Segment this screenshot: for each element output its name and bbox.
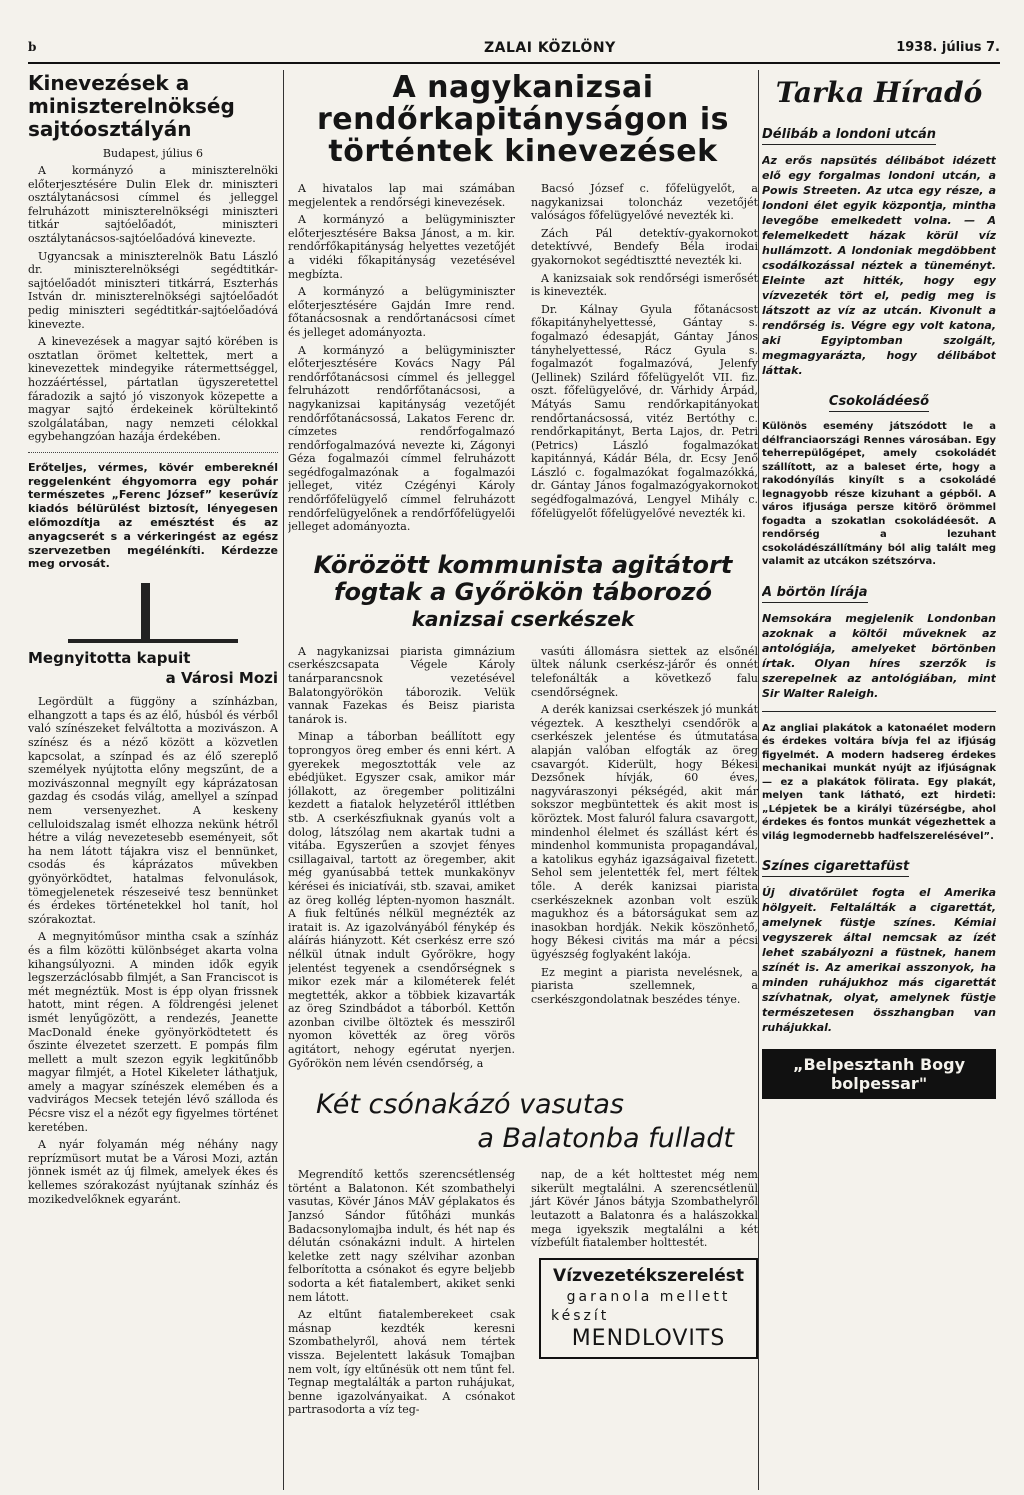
headline-mozi-1: Megnyitotta kapuit xyxy=(28,649,191,668)
left-column xyxy=(28,72,278,1492)
item-text: Különös esemény játszódott le a délfranciaországi Rennes városában. Egy teherrepülőgépet, amely csokoládét szállított, az a baleset érte, hogy a rakodónyílás kinyílt s a csokoládé legnagyobb része kizuhant a gépből. A város ifjusága persze kitörő örömmel fogadta a szokatlan csokoládéesőt. A rendőrség a lezuhant csokoládészállítmány ból alig talált meg valamit az utcákon szétszórva. xyxy=(762,421,996,567)
masthead xyxy=(28,40,1000,64)
article-paragraph: A kormányzó a belügyminiszter előterjesztésére Baksa Jánost, a m. kir. rendőrfőkapitányság helyettes vezetőjét a vidéki főkapitányság vezetésével megbízta. xyxy=(288,213,515,281)
item-text: Az erős napsütés délibábot idézett elő egy forgalmas londoni utcán, a Powis Streeten. Az utca egy része, a londoni élet egyik központja, mintha levegőbe emelkedett volna. — A felemelkedett házak körül víz hullámzott. A londoniak megdöbbent csodálkozással néztek a tüneményt. Eleinte azt hitték, hogy egy vízvezeték tört el, pedig meg is látszott az víz az utcán. Kivonult a rendőrség is. Végre egy volt katona, aki Egyiptomban szolgált, megmagyarázta, hogy délibábot láttak. xyxy=(762,154,996,377)
article-paragraph: A hivatalos lap mai számában megjelentek a rendőrségi kinevezések. xyxy=(288,182,515,209)
section-title-tarka-hirado: Tarka Híradó xyxy=(775,76,983,109)
dateline: Budapest, július 6 xyxy=(102,147,204,160)
article-paragraph: Ez megint a piarista nevelésnek, a piarista szellemnek, a cserkészgondolatnak beszédes ténye. xyxy=(531,965,758,1006)
center-columns xyxy=(288,72,758,1421)
article-paragraph: A kormányzó a belügyminiszter előterjesztésére Kovács Nagy Pál rendőrfőtanácsosi címmel és jelleggel felruházott rendőrfőtanácsosi, a nagykanizsai kapitányság vezetőjét rendőrfőtanácsossá, Lakatos Ferenc dr. címzetes rendőrfogalmazó rendőrfogalmazóvá nevezte ki, Zágonyi Géza fogalmazói címmel felruházott segédfogalmazónak a fogalmazói jelleget, vitéz Czégényi Károly rendőrfőfelügyelő címmel felruházott rendőrfelügyelőnek a rendőrfőfelügyelői jelleget adományozta. xyxy=(288,343,515,534)
ornament-graphic xyxy=(28,583,278,643)
item-text: Az angliai plakátok a katonaélet modern és érdekes voltára bívja fel az ifjúság figyelmét. A modern hadsereg érdekes mechanikai munkát nyújt az ifjúságnak — ez a plakátok fölirata. Egy plakát, melyen tank látható, ezt hirdeti: „Lépjetek be a királyi tüzérségbe, ahol érdekes és fontos munkát végezhettek a világ legmodernebb hadfelszerelésével”. xyxy=(762,722,996,842)
headline-kommunista: Körözött kommunista agitátort fogtak a Győrökön táborozó kanizsai cserkészek xyxy=(313,550,733,631)
article-paragraph: A kanizsaiak sok rendőrségi ismerősét is kinevezték. xyxy=(531,271,758,299)
subsection-title: Színes cigarettafüst xyxy=(762,859,909,877)
item-text: Nemsokára megjelenik Londonban azoknak a költői műveknek az antológiája, amelyeket börtönben írtak. Olyan híres szerzők is szerepelnek az antológiában, mint Sir Walter Raleigh. xyxy=(762,611,996,700)
divider xyxy=(762,711,996,712)
article-paragraph: nap, de a két holttestet még nem sikerült megtalálni. A szerencsétlenül járt Kövér János bátyja Szombathelyről leutazott a Balatonra és a halászokkal mega igyekszik megtalálni a két vízbefúlt fiatalember holttestét. xyxy=(531,1168,758,1250)
article-paragraph: A kormányzó a belügyminiszter előterjesztésére Gajdán Imre rend. főtanácsosnak a rendőrtanácsosi címet és jelleget adományozta. xyxy=(288,285,515,339)
issue-date: 1938. július 7. xyxy=(896,40,1000,55)
headline-mozi-2: a Városi Mozi xyxy=(165,669,278,688)
divider xyxy=(28,452,278,453)
bottom-banner: „Belpesztanh Bogy bolpessar" xyxy=(762,1049,996,1099)
article-paragraph: A nyár folyamán még néhány nagy reprízmüsort mutat be a Városi Mozi, aztán jönnek ismét az új filmek, amelyek ékes és kellemes szórakozást nyújtanak színház és mozikedvelőknek egyaránt. xyxy=(28,1138,278,1206)
article-paragraph: Az eltűnt fiatalemberekeet csak másnap kezdték keresni Szombathelyről, ahová nem tértek vissza. Bejelentett lakásuk Tomajban nem volt, így eltűnésük ott nem tűnt fel. Tegnap megtalálták a parton ruhájukat, benne igazolványaikat. A csónakot partrasodorta a víz teg- xyxy=(288,1308,515,1417)
headline-kinevezesek: Kinevezések a miniszterelnökség sajtóosztályán xyxy=(28,72,235,141)
article-paragraph: Bacsó József c. főfelügyelőt, a nagykanizsai toloncház vezetőjét valóságos főfelügyelővé nevezték ki. xyxy=(531,182,758,223)
article-paragraph: Ugyancsak a miniszterelnök Batu László dr. miniszterelnökségi segédtitkár-sajtóelőadót miniszteri titkárrá, Eszterhás István dr. miniszterelnökségi sajtóelőadót pedig miniszteri segédtitkár-sajtóelőadóvá kinevezte. xyxy=(28,249,278,331)
ad-ferenc-jozsef: Erőteljes, vérmes, kövér embereknél reggelenként éhgyomorra egy pohár természetes „Ferenc József” keserűvíz kiadós bélürülést biztosít, lényegesen előmozdítja az emésztést és az anyagcserét s a vérkeringést az egész szervezetben megélénkíti. Kérdezze meg orvosát. xyxy=(28,460,278,571)
article-paragraph: A kinevezések a magyar sajtó körében is osztatlan örömet keltettek, mert a kinevezettek mindegyike rátermettséggel, hozzáértéssel, pártatlan ügyszeretettel fáradozik a sajtó jó viszonyok közepette a magyar sajtó érdekeinek körültekintő szolgálatában, nagy nemzeti célokkal egybehangzóan hazája érdekében. xyxy=(28,335,278,444)
article-paragraph: A derék kanizsai cserkészek jó munkát végeztek. A keszthelyi csendőrök a cserkészek jelentése és útmutatása alapján valóban elfogták az öreg csavargót. Kiderült, hogy Békesi Dezsőnek hívják, 60 éves, nagyváraszonyi pékségéd, akit már sokszor megbüntettek és akit most is köröztek. Most faluról falura csavargott, mindenhol élelmet és szállást kért és mindenhol kommunista propagandával, a katolikus egyház igazságaival fizetett. Sehol sem jelentették fel, mert féltek tőle. A derék kanizsai piarista cserkészeknek azonban volt eszük magukhoz és a bátorságukat sem az inasokban hordják. Nekik köszönhető, hogy Békesi civitás ma már a pécsi ügyészség foglyaként lakója. xyxy=(531,703,758,961)
article-paragraph: Dr. Kálnay Gyula főtanácsost főkapitányhelyettessé, Gántay s. fogalmazó édesapját, Gántay János tányhelyettessé, Rácz Gyula s. fogalmazót fogalmazóvá, Jelenfy (Jellinek) Szilárd főfelügyelőt VII. fiz. oszt. főfelügyelővé, dr. Várhidy Árpád, Mátyás Samu rendőrkapitányokat rendőrtanácsossá, vitéz Bertóthy c. rendőrkapitányt, Berta Lajos, dr. Petri (Petrics) László fogalmazókat kapitánnyá, Kádár Béla, dr. Ecsy Jenő László c. fogalmazókat fogalmazókká, dr. Gántay János fogalmazógyakornokot segédfogalmazóvá, Lengyel Mihály c. főfelügyelőt főfelügyelővé nevezték ki. xyxy=(531,302,758,520)
article-paragraph: Legördült a függöny a színházban, elhangzott a taps és az élő, húsból és vérből való színészeket felváltotta a mozivászon. A színész és a néző között a közvetlen kapcsolat, a színpad és az élő szereplő személyek nyújtotta előny megszűnt, de a mozivászonnal megnyílt egy káprázatosan gazdag és csodás világ, amellyel a színpad nem versenyezhet. A keskeny celluloidszalag ismét elhozza nekünk hétről hétre a világ nevezetesebb eseményeit, sőt ha nem látott tájakra visz el bennünket, csodás és káprázatos művekben gyönyörködtet, hatalmas felvonulások, tömegjelenetek részeseivé tesz bennünket és érdekes történetekkel hol tanít, hol szórakoztat. xyxy=(28,695,278,926)
column-rule xyxy=(283,70,284,1490)
article-paragraph: A kormányzó a miniszterelnöki előterjesztésére Dulin Elek dr. miniszteri osztálytanácsosi címmel és jelleggel felruházott miniszterelnökségi miniszteri titkár sajtóelőadót, miniszteri osztálytanácsos-sajtóelőadóvá kinevezte. xyxy=(28,164,278,245)
ad-mendlovits: Vízvezetékszerelést garanola mellett készít MENDLOVITS xyxy=(539,1258,758,1359)
article-paragraph: Zách Pál detektív-gyakornokot detektívvé, Bendefy Béla irodai gyakornokot segédtisztté nevezték ki. xyxy=(531,226,758,267)
newspaper-title: ZALAI KÖZLÖNY xyxy=(484,40,616,56)
subsection-title: A börtön lírája xyxy=(762,585,868,603)
article-paragraph: A megnyitóműsor mintha csak a színház és a film közötti különbséget akarta volna kihangsúlyozni. A minden idők egyik legszerzáclósabb filmjét, a San Franciscot is mét megnéztük. Most is épp olyan frissnek hatott, mint régen. A földrengési jelenet ismét lenyűgözött, a rendezés, Jeanette MacDonald éneke gyönyörködtetett és őszinte élvezetet szerzett. E pompás film mellett a mult szezon egyik legkitűnőbb magyar filmjét, a Hotel Kikeleteт láthatjuk, amely a magyar színészek elemében és a vadvirágos Mecsek tetején lévő szálloda és Pécsre visz el a nézőt egy figyelmes történet keretében. xyxy=(28,930,278,1134)
article-paragraph: vasúti állomásra siettek az elsőnél ültek nálunk cserkész-járőr és onnét telefonálták a következő falu csendőrségnek. xyxy=(531,644,758,699)
page-marker: b xyxy=(28,40,37,54)
item-text: Új divatőrület fogta el Amerika hölgyeit. Feltalálták a cigarettát, amelynek füstje színes. Kémiai vegyszerek által nemcsak az ízét lehet szabályozni a füstnek, hanem színét is. Az amerikai asszonyok, ha minden ruhájukhoz más cigarettát szívhatnak, olyat, amelynek füstje természetesen összhangban van ruhájukkal. xyxy=(762,886,996,1034)
article-paragraph: A nagykanizsai piarista gimnázium cserkészcsapata Végele Károly tanárparancsnok vezetésével Balatongyörökön táborozik. Velük vannak Fazekas és Beisz piarista tanárok is. xyxy=(288,644,515,726)
column-rule xyxy=(758,70,759,1490)
right-column xyxy=(762,72,996,1492)
subsection-title: Csokoládéeső xyxy=(829,394,929,412)
headline-csonakazo: Két csónakázó vasutas a Balatonba fulladt xyxy=(316,1089,734,1155)
article-paragraph: Minap a táborban beállított egy toprongyos öreg ember és enni kért. A gyerekek megosztották vele az ebédjüket. Egyszer csak, amikor már jóllakott, az öregember politizálni kezdett a fiatalok helyzetéről ittlétben stb. A cserkészfiuknak gyanús volt a dolog, látszólag nem akartak tudni a vitába. Egyszerűen a szovjet fényes csillagaival, tartott az öregember, akit még gyanúsabbá tettek munkakönyv kérései és iniciatívái, stb. szavai, amiket az öreg kollég lépten-nyomon használt. A fiuk feltűnés nélkül megnézték az iratait is. Az igazolványából fénykép és aláírás hiányzott. Két cserkész erre szó nélkül útnak indult Győrökre, hogy jelentést tegyenek a csendőrségnek s mikor ezek már a kilométerek felét megtették, akkor a többiek kizavarták az öreg Szindbádot a táborból. Kettőn azonban civilbe öltöztek és messziről nyomon követték az öreg vörös agitátort, nehogy egérutat nyerjen. Győrökön nem lévén csendőrség, a xyxy=(288,730,515,1070)
headline-rendorkapitanysag: A nagykanizsai rendőrkapitányságon is történtek kinevezések xyxy=(317,72,729,169)
subsection-title: Délibáb a londoni utcán xyxy=(762,127,936,145)
article-paragraph: Megrendítő kettős szerencsétlenség történt a Balatonon. Két szombathelyi vasutas, Kövér János MÁV géplakatos és Janzsó Sándor fűtőházi munkás Badacsonylomajba indult, és hét nap és délután csónakázni indult. A hirtelen keletke zett nagy szélvihar azonban felborította a csónakot és egyre beljebb sodorta a két fiatalembert, akiket senki nem látott. xyxy=(288,1168,515,1304)
